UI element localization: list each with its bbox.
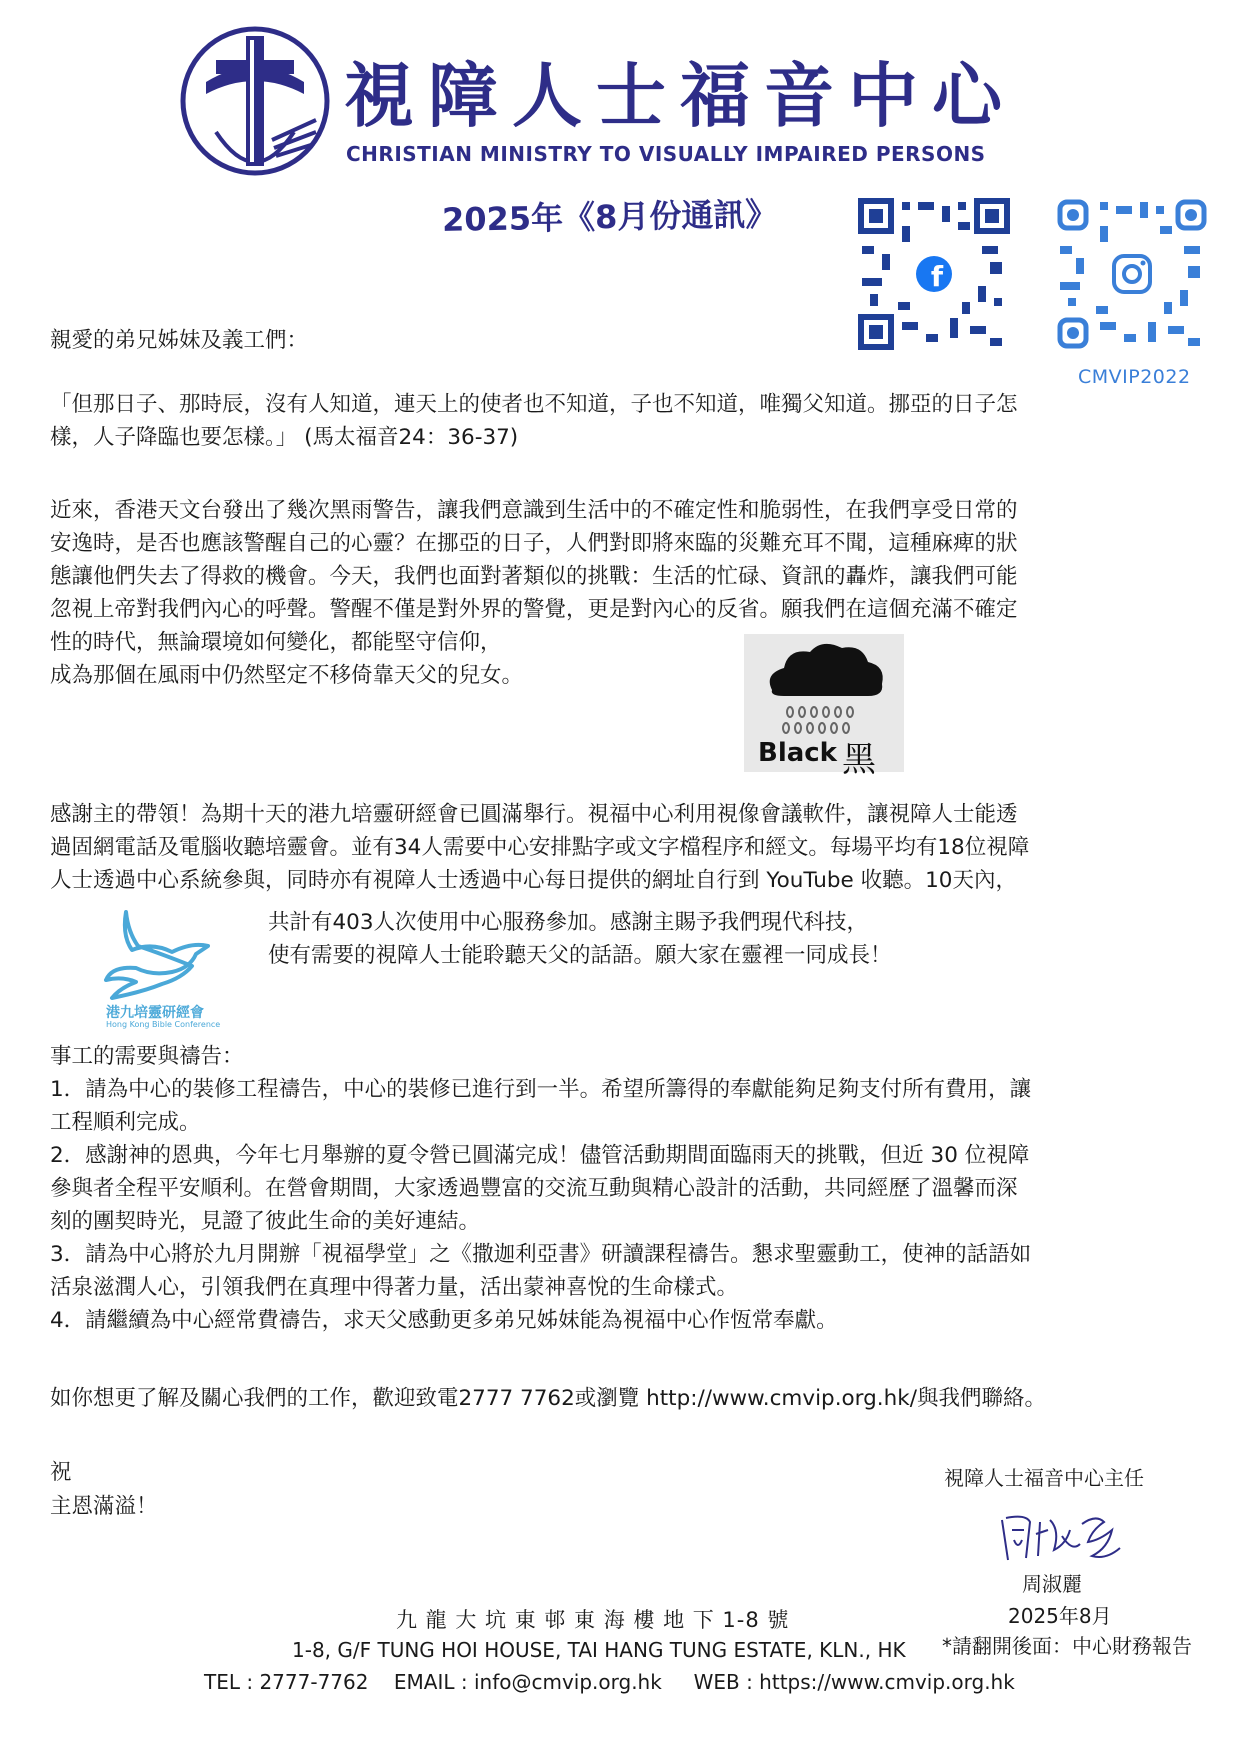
address-zh: 九 龍 大 坑 東 邨 東 海 樓 地 下 1-8 號 xyxy=(396,1608,790,1632)
paragraph-line: 成為那個在風雨中仍然堅定不移倚靠天父的兒女。 xyxy=(50,663,524,688)
closing-line: 主恩滿溢！ xyxy=(50,1494,158,1519)
paragraph-line: 安逸時，是否也應該警醒自己的心靈？在挪亞的日子，人們對即將來臨的災難充耳不聞，這種麻痺的狀 xyxy=(50,531,1018,556)
org-name-zh: 視障人士福音中心 xyxy=(344,55,1016,137)
verse-line: 樣，人子降臨也要怎樣。」 (馬太福音24：36-37) xyxy=(50,425,519,450)
newsletter-title: 2025年《8月份通訊》 xyxy=(441,195,778,239)
verse-line: 「但那日子、那時辰，沒有人知道，連天上的使者也不知道，子也不知道，唯獨父知道。挪亞的日子怎 xyxy=(50,392,1018,417)
paragraph-line: 人士透過中心系統參與，同時亦有視障人士透過中心每日提供的網址自行到 YouTube 收聽。10天內， xyxy=(50,868,1017,893)
prayer-item: 1．請為中心的裝修工程禱告，中心的裝修已進行到一半。希望所籌得的奉獻能夠足夠支付所有費用，讓 xyxy=(50,1077,1032,1102)
signature-name: 周淑麗 xyxy=(1022,1572,1082,1596)
paragraph-line: 使有需要的視障人士能聆聽天父的話語。願大家在靈裡一同成長！ xyxy=(268,943,892,968)
paragraph-line: 態讓他們失去了得救的機會。今天，我們也面對著類似的挑戰：生活的忙碌、資訊的轟炸，讓我們可能 xyxy=(50,564,1018,589)
prayer-item: 2．感謝神的恩典，今年七月舉辦的夏令營已圓滿完成！儘管活動期間面臨雨天的挑戰，但近 30 位視障 xyxy=(50,1143,1030,1168)
footer-contact: TEL : 2777-7762 EMAIL : info@cmvip.org.hk WEB : https://www.cmvip.org.hk xyxy=(204,1670,1015,1694)
bible-verse xyxy=(50,388,1190,454)
financial-report-note: *請翻開後面：中心財務報告 xyxy=(942,1634,1192,1658)
prayer-item: 活泉滋潤人心，引領我們在真理中得著力量，活出蒙神喜悅的生命樣式。 xyxy=(50,1275,739,1300)
org-logo xyxy=(176,22,334,180)
conference-logo xyxy=(92,906,232,1030)
prayer-item: 刻的團契時光，見證了彼此生命的美好連結。 xyxy=(50,1209,481,1234)
paragraph-conference xyxy=(50,798,1190,897)
prayer-list xyxy=(50,1073,1190,1337)
address-en: 1-8, G/F TUNG HOI HOUSE, TAI HANG TUNG ESTATE, KLN., HK xyxy=(292,1638,906,1662)
paragraph-line: 性的時代，無論環境如何變化，都能堅守信仰， xyxy=(50,630,502,655)
contact-line: 如你想更了解及關心我們的工作，歡迎致電2777 7762或瀏覽 http://www.cmvip.org.hk/與我們聯絡。 xyxy=(50,1386,1046,1411)
conference-logo-en: Hong Kong Bible Conference xyxy=(106,1020,221,1029)
qr-caption: CMVIP2022 xyxy=(1078,366,1191,388)
paragraph-line: 忽視上帝對我們內心的呼聲。警醒不僅是對外界的警覺，更是對內心的反省。願我們在這個充滿不確定 xyxy=(50,597,1018,622)
black-rain-label-zh: 黑 xyxy=(842,740,876,780)
greeting: 親愛的弟兄姊妹及義工們： xyxy=(50,328,309,353)
paragraph-line: 過固網電話及電腦收聽培靈會。並有34人需要中心安排點字或文字檔程序和經文。每場平均有18位視障 xyxy=(50,835,1030,860)
prayer-item: 參與者全程平安順利。在營會期間，大家透過豐富的交流互動與精心設計的活動，共同經歷了溫馨而深 xyxy=(50,1176,1018,1201)
prayer-item: 3．請為中心將於九月開辦「視福學堂」之《撒迦利亞書》研讀課程禱告。懇求聖靈動工，使神的話語如 xyxy=(50,1242,1032,1267)
paragraph-conference-indented xyxy=(268,906,1168,972)
paragraph-line: 共計有403人次使用中心服務參加。感謝主賜予我們現代科技， xyxy=(268,910,869,935)
paragraph-black-rain xyxy=(50,494,1190,692)
prayer-item: 4．請繼續為中心經常費禱告，求天父感動更多弟兄姊妹能為視福中心作恆常奉獻。 xyxy=(50,1308,838,1333)
paragraph-line: 近來，香港天文台發出了幾次黑雨警告，讓我們意識到生活中的不確定性和脆弱性，在我們享受日常的 xyxy=(50,498,1018,523)
handwritten-signature xyxy=(996,1500,1126,1570)
conference-logo-zh: 港九培靈研經會 xyxy=(106,1005,204,1021)
black-rain-warning-icon xyxy=(744,634,904,780)
paragraph-line: 感謝主的帶領！為期十天的港九培靈研經會已圓滿舉行。視福中心利用視像會議軟件，讓視障人士能透 xyxy=(50,802,1018,827)
org-name-en: CHRISTIAN MINISTRY TO VISUALLY IMPAIRED PERSONS xyxy=(346,142,986,166)
closing-blessing: 祝 xyxy=(50,1460,72,1485)
prayer-item: 工程順利完成。 xyxy=(50,1110,201,1135)
svg-text:f: f xyxy=(930,260,944,293)
signature-date: 2025年8月 xyxy=(1008,1604,1112,1628)
prayer-heading: 事工的需要與禱告： xyxy=(50,1044,244,1069)
signature-title: 視障人士福音中心主任 xyxy=(944,1466,1144,1490)
black-rain-label-en: Black xyxy=(758,738,837,768)
